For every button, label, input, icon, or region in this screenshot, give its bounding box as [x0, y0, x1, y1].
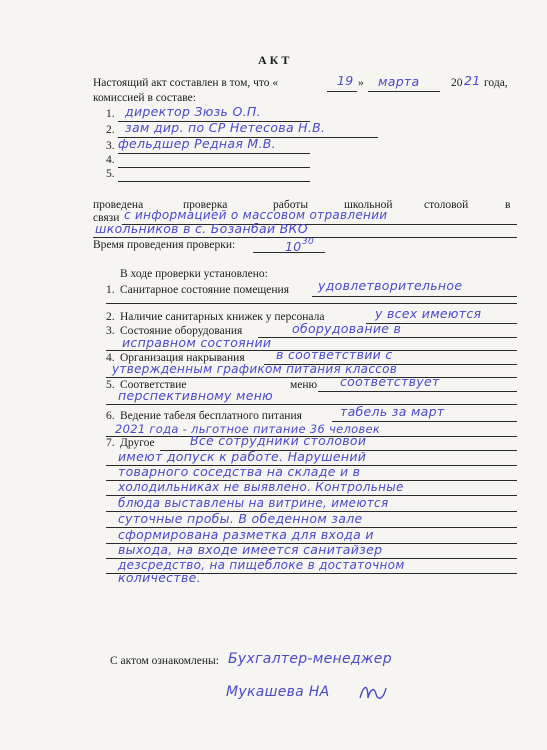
year-word: года,	[484, 77, 508, 89]
signatures-label: С актом ознакомлены:	[110, 655, 219, 667]
finding-7-num: 7.	[106, 437, 115, 449]
finding-1-underline	[312, 296, 517, 297]
finding-1-num: 1.	[106, 284, 115, 296]
member-5-num: 5.	[106, 168, 115, 180]
reason-line-1: с информацией о массовом отравлении	[124, 208, 388, 222]
finding-7-line-6: суточные пробы. В обеденном зале	[118, 511, 363, 526]
finding-4-label: Организация накрывания	[120, 352, 245, 364]
finding-6-label: Ведение табеля бесплатного питания	[120, 410, 302, 422]
signature-scribble	[358, 680, 388, 706]
reason-line-2: школьников в с. Бозанбай ВКО	[95, 221, 308, 236]
finding-1-value: удовлетворительное	[318, 278, 463, 293]
signature-line-1: Бухгалтер-менеджер	[228, 651, 392, 667]
finding-5-value-2: перспективному меню	[118, 388, 273, 403]
finding-2-label: Наличие санитарных книжек у персонала	[120, 311, 325, 323]
member-4-line	[118, 167, 310, 168]
finding-6-value-2: 2021 года - льготное питание 36 человек	[115, 422, 381, 436]
finding-5-underline-2	[106, 404, 517, 405]
time-minutes: 30	[302, 237, 315, 247]
member-1-name: директор Зюзь О.П.	[125, 104, 261, 119]
finding-3-value-2: исправном состоянии	[122, 335, 272, 350]
finding-7-line-1: Все сотрудники столовой	[190, 433, 367, 448]
finding-4-num: 4.	[106, 352, 115, 364]
finding-3-value-1: оборудование в	[292, 321, 402, 336]
finding-7-line-10: количестве.	[118, 570, 201, 585]
finding-3-num: 3.	[106, 325, 115, 337]
date-month: марта	[378, 74, 420, 89]
reason-label: связи	[93, 212, 120, 224]
date-day: 19	[337, 73, 354, 88]
member-3-name: фельдшер Редная М.В.	[118, 136, 276, 151]
finding-6-value-1: табель за март	[340, 404, 445, 419]
finding-5-label-2: меню	[290, 379, 318, 391]
finding-5-underline-1	[318, 391, 517, 392]
member-2-name: зам дир. по СР Нетесова Н.В.	[125, 120, 326, 135]
quote-close: »	[358, 77, 364, 89]
finding-7-line-7: сформирована разметка для входа и	[118, 527, 374, 542]
member-3-line	[118, 153, 310, 154]
inspection-word-2: проверка	[183, 199, 228, 211]
finding-2-num: 2.	[106, 311, 115, 323]
finding-4-value-2: утвержденным графиком питания классов	[112, 362, 398, 376]
inspection-word-1: проведена	[93, 199, 144, 211]
day-underline	[327, 91, 357, 92]
month-underline	[368, 91, 440, 92]
finding-5-label: Соответствие	[120, 379, 187, 391]
document-title: АКТ	[258, 53, 293, 67]
signature-line-2: Мукашева НА	[226, 684, 330, 700]
year-suffix: 21	[464, 73, 481, 88]
finding-3-label: Состояние оборудования	[120, 325, 243, 337]
finding-1-label: Санитарное состояние помещения	[120, 284, 289, 296]
member-1-num: 1.	[106, 108, 115, 120]
inspection-word-3: работы	[273, 199, 309, 211]
commission-label: комиссией в составе:	[93, 92, 196, 104]
intro-text: Настоящий акт составлен в том, что «	[93, 77, 279, 89]
finding-7-line-8: выхода, на входе имеется санитайзер	[118, 542, 383, 557]
finding-7-label: Другое	[120, 437, 155, 449]
finding-2-value: у всех имеются	[375, 306, 482, 321]
finding-7-line-3: товарного соседства на складе и в	[118, 464, 361, 479]
finding-4-underline-2	[106, 377, 517, 378]
member-3-num: 3.	[106, 140, 115, 152]
time-underline	[253, 252, 325, 253]
finding-5-value-1: соответствует	[340, 374, 440, 389]
finding-7-line-9: дезсредство, на пищеблоке в достаточном	[118, 558, 405, 572]
inspection-word-6: в	[505, 199, 511, 211]
finding-4-value-1: в соответствии с	[276, 347, 393, 362]
findings-heading: В ходе проверки установлено:	[120, 268, 268, 280]
member-5-line	[118, 181, 310, 182]
time-hour: 10	[285, 239, 302, 254]
finding-5-num: 5.	[106, 379, 115, 391]
member-2-num: 2.	[106, 124, 115, 136]
finding-1-underline-2	[106, 303, 517, 304]
inspection-word-5: столовой	[424, 199, 469, 211]
finding-7-line-2: имеют допуск к работе. Нарушений	[118, 449, 367, 464]
finding-3-underline-1	[258, 337, 517, 338]
finding-7-line-4: холодильниках не выявлено. Контрольные	[118, 480, 404, 494]
finding-7-line-5: блюда выставлены на витрине, имеются	[118, 496, 389, 510]
member-4-num: 4.	[106, 154, 115, 166]
finding-6-num: 6.	[106, 410, 115, 422]
inspection-word-4: школьной	[344, 199, 393, 211]
year-prefix: 20	[451, 77, 463, 89]
time-label: Время проведения проверки:	[93, 239, 236, 251]
